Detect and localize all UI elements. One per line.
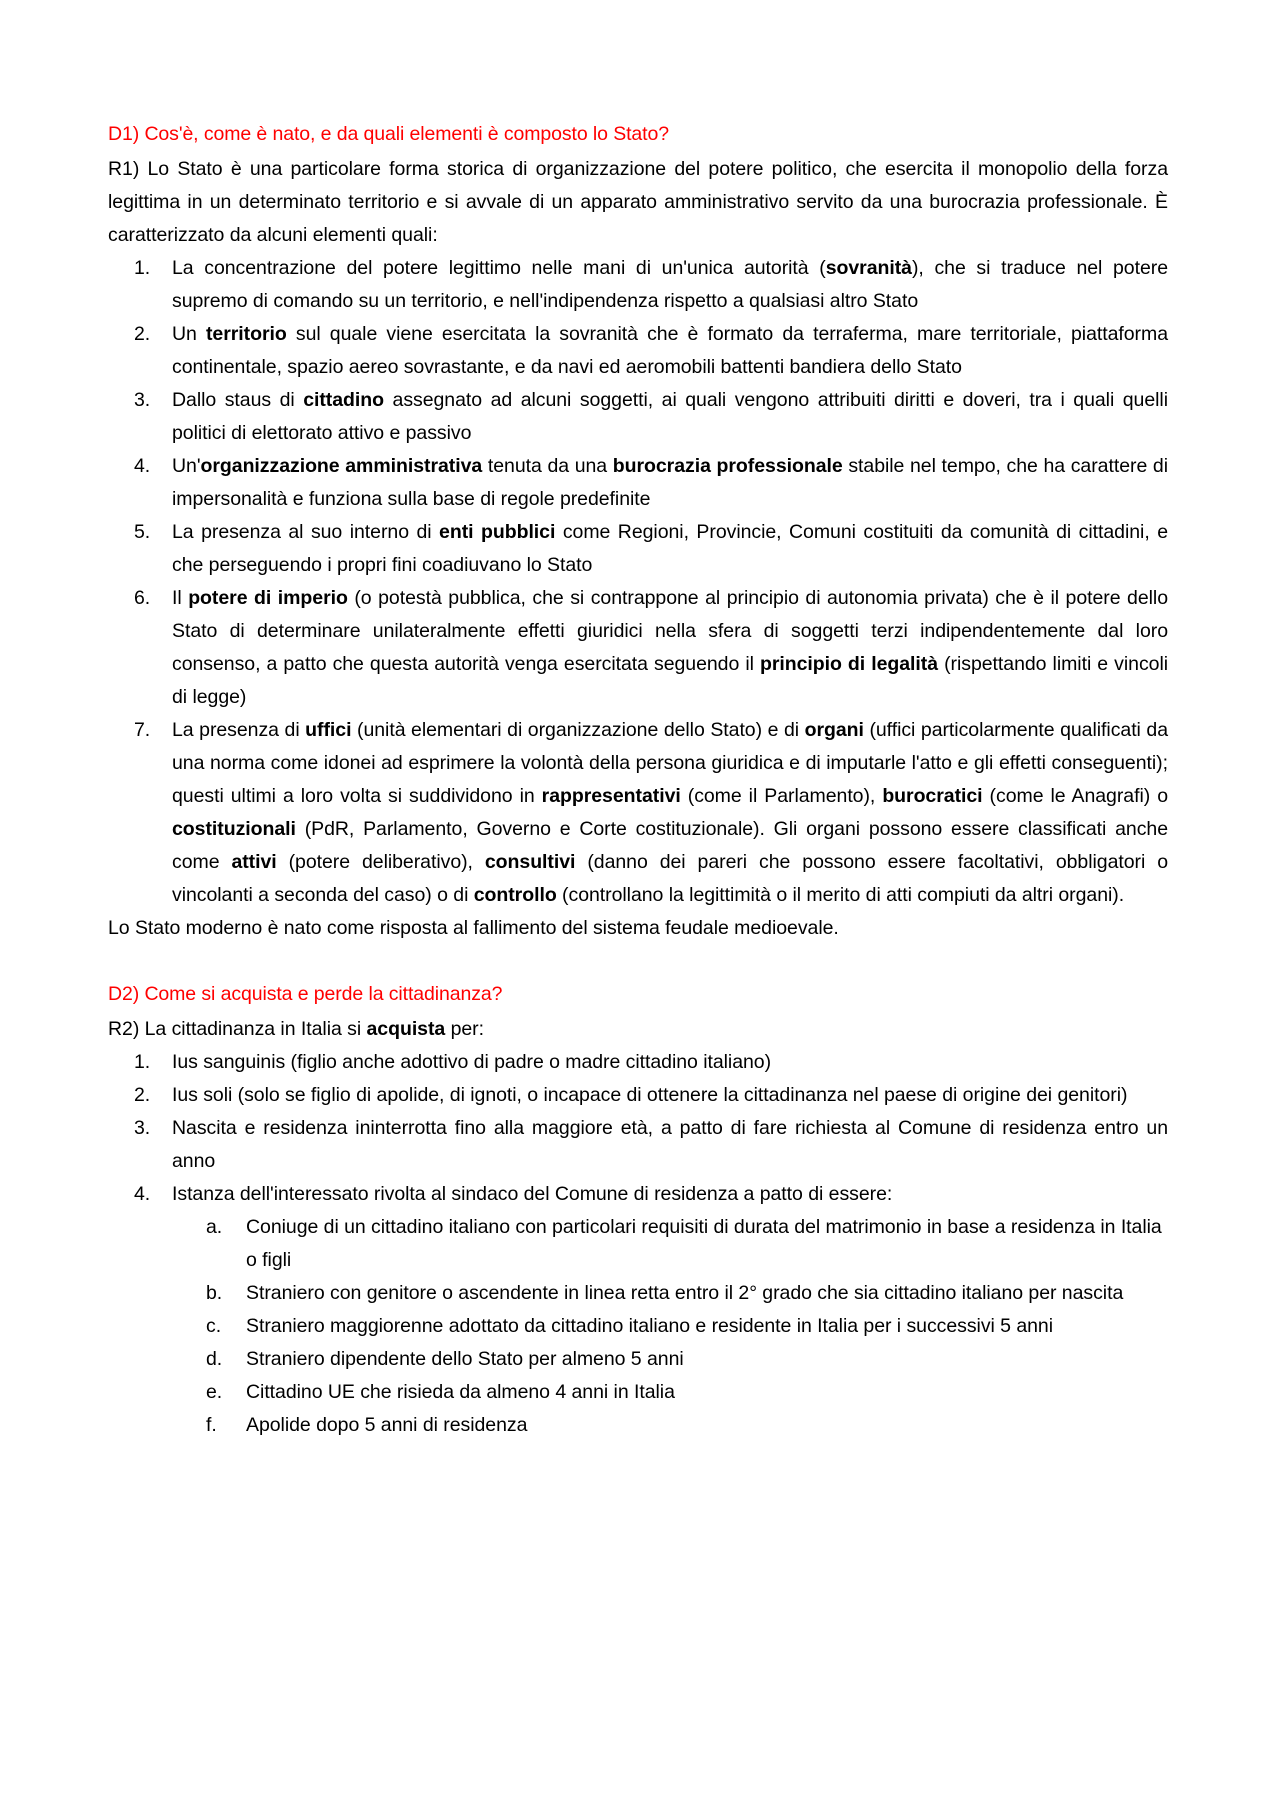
closing-d1: Lo Stato moderno è nato come risposta al fallimento del sistema feudale medioevale.	[108, 917, 839, 939]
sub-list-item: Straniero maggiorenne adottato da cittadino italiano e residente in Italia per i successivi 5 anni	[246, 1315, 1054, 1337]
list-item	[108, 1178, 1168, 1442]
answer-intro-d2: R2) La cittadinanza in Italia si acquista per:	[108, 1018, 484, 1040]
list-item	[108, 714, 1168, 912]
section-spacer	[108, 945, 1168, 978]
list-item	[108, 516, 1168, 582]
list-item	[108, 1079, 1168, 1112]
question-heading-d1: D1) Cos'è, come è nato, e da quali elementi è composto lo Stato?	[108, 123, 669, 145]
list-item-text: Un'organizzazione amministrativa tenuta da una burocrazia professionale stabile nel tempo, che ha carattere di impersonalità e funziona sulla base di regole predefinite	[172, 455, 1168, 510]
list-item	[108, 1112, 1168, 1178]
answer-intro-d1: R1) Lo Stato è una particolare forma storica di organizzazione del potere politico, che esercita il monopolio della forza legittima in un determinato territorio e si avvale di un apparato amministrativo servito da una burocrazia professionale. È caratterizzato da alcuni elementi quali:	[108, 158, 1168, 246]
list-item-text: Dallo staus di cittadino assegnato ad alcuni soggetti, ai quali vengono attribuiti diritti e doveri, tra i quali quelli politici di elettorato attivo e passivo	[172, 389, 1168, 444]
list-item	[108, 384, 1168, 450]
list-item-text: Ius soli (solo se figlio di apolide, di ignoti, o incapace di ottenere la cittadinanza nel paese di origine dei genitori)	[172, 1084, 1128, 1106]
list-item-text: La presenza di uffici (unità elementari di organizzazione dello Stato) e di organi (uffici particolarmente qualificati da una norma come idonei ad esprimere la volontà della persona giuridica e di imputarle l'atto e gli effetti conseguenti); questi ultimi a loro volta si suddividono in rappresentativi (come il Parlamento), burocratici (come le Anagrafi) o costituzionali (PdR, Parlamento, Governo e Corte costituzionale). Gli organi possono essere classificati anche come attivi (potere deliberativo), consultivi (danno dei pareri che possono essere facoltativi, obbligatori o vincolanti a seconda del caso) o di controllo (controllano la legittimità o il merito di atti compiuti da altri organi).	[172, 719, 1168, 906]
list-item-text: Istanza dell'interessato rivolta al sindaco del Comune di residenza a patto di essere:	[172, 1183, 893, 1205]
list-item	[108, 582, 1168, 714]
section-d1	[108, 118, 1168, 945]
list-d2	[108, 1046, 1168, 1442]
list-item-text: La concentrazione del potere legittimo nelle mani di un'unica autorità (sovranità), che si traduce nel potere supremo di comando su un territorio, e nell'indipendenza rispetto a qualsiasi altro Stato	[172, 257, 1168, 312]
list-item	[108, 318, 1168, 384]
list-item-text: Un territorio sul quale viene esercitata la sovranità che è formato da terraferma, mare territoriale, piattaforma continentale, spazio aereo sovrastante, e da navi ed aeromobili battenti bandiera dello Stato	[172, 323, 1168, 378]
list-item-text: Ius sanguinis (figlio anche adottivo di padre o madre cittadino italiano)	[172, 1051, 772, 1073]
list-item-text: Nascita e residenza ininterrotta fino alla maggiore età, a patto di fare richiesta al Comune di residenza entro un anno	[172, 1117, 1168, 1172]
sub-list-item: Straniero con genitore o ascendente in linea retta entro il 2° grado che sia cittadino italiano per nascita	[246, 1282, 1124, 1304]
list-item-text: La presenza al suo interno di enti pubblici come Regioni, Provincie, Comuni costituiti da comunità di cittadini, e che perseguendo i propri fini coadiuvano lo Stato	[172, 521, 1168, 576]
list-item-text: Il potere di imperio (o potestà pubblica, che si contrappone al principio di autonomia privata) che è il potere dello Stato di determinare unilateralmente effetti giuridici nella sfera di soggetti terzi indipendentemente dal loro consenso, a patto che questa autorità venga esercitata seguendo il principio di legalità (rispettando limiti e vincoli di legge)	[172, 587, 1169, 708]
sub-list-item: Coniuge di un cittadino italiano con particolari requisiti di durata del matrimonio in base a residenza in Italia o figli	[246, 1216, 1162, 1271]
sub-list-item: Apolide dopo 5 anni di residenza	[246, 1414, 528, 1436]
sub-list	[172, 1211, 1168, 1442]
list-item	[108, 252, 1168, 318]
list-item	[108, 1046, 1168, 1079]
question-heading-d2: D2) Come si acquista e perde la cittadinanza?	[108, 983, 503, 1005]
section-d2	[108, 978, 1168, 1442]
sub-list-item: Cittadino UE che risieda da almeno 4 anni in Italia	[246, 1381, 675, 1403]
list-d1	[108, 252, 1168, 912]
list-item	[108, 450, 1168, 516]
sub-list-item: Straniero dipendente dello Stato per almeno 5 anni	[246, 1348, 684, 1370]
